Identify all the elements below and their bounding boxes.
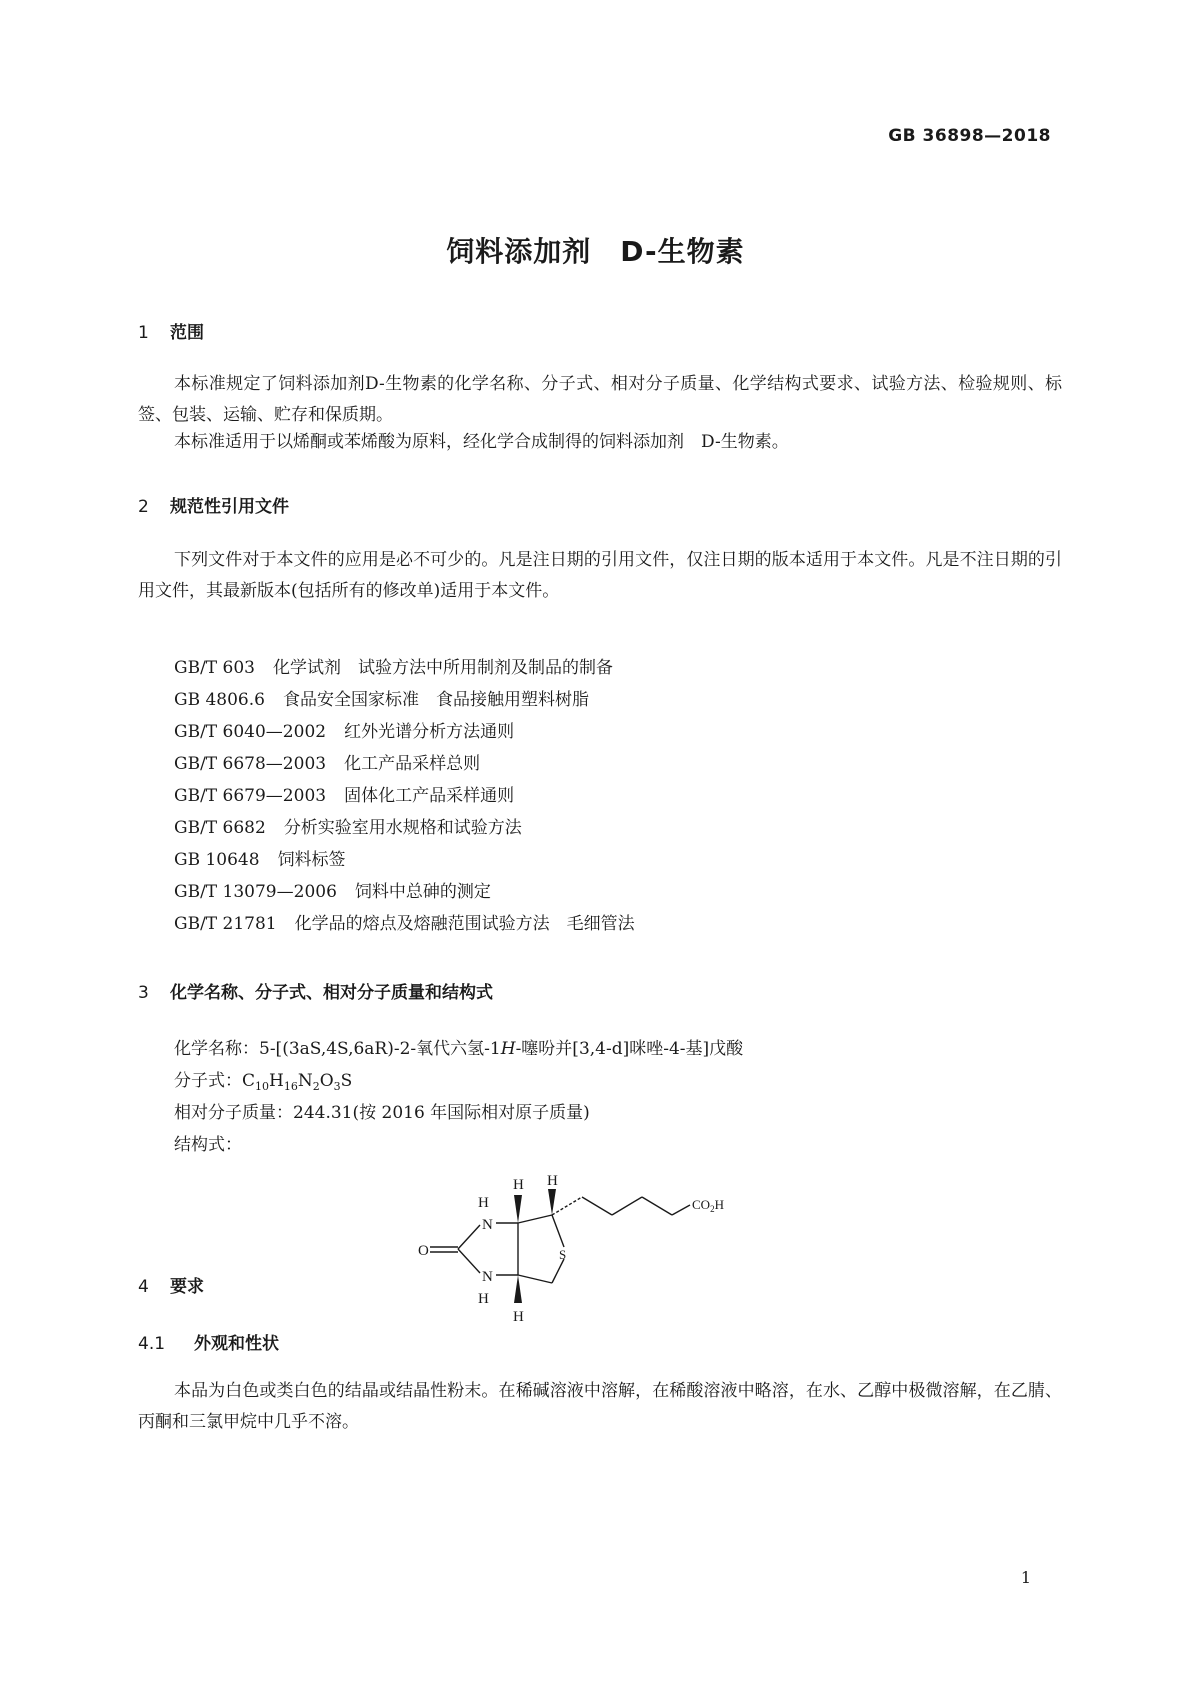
reference-item — [174, 684, 635, 716]
formula-subscript: 3 — [333, 1080, 341, 1093]
document-title: 饲料添加剂 D-生物素 — [446, 235, 745, 268]
reference-title: 化工产品采样总则 — [344, 754, 481, 774]
formula-element: O — [319, 1071, 334, 1091]
reference-code: GB/T 6678—2003 — [174, 754, 327, 774]
atom-h-top-2: H — [547, 1173, 558, 1189]
bond-s-c6 — [552, 1259, 564, 1283]
section-1-heading — [138, 318, 204, 343]
reference-title: 饲料中总砷的测定 — [354, 882, 491, 902]
structure-label: 结构式： — [174, 1135, 242, 1155]
reference-item — [174, 780, 635, 812]
chemical-name-part: 5-[(3aS,4S,6aR)-2-氧代六氢-1 — [259, 1039, 501, 1059]
reference-title: 饲料标签 — [277, 850, 346, 870]
section-number: 2 — [138, 497, 149, 517]
carboxyl-subscript: 2 — [710, 1204, 715, 1214]
formula-element: N — [297, 1071, 313, 1091]
wedge-bond-c3a-h — [514, 1195, 522, 1223]
reference-title: 化学试剂 试验方法中所用制剂及制品的制备 — [273, 658, 613, 678]
subsection-number: 4.1 — [138, 1334, 166, 1354]
atom-h-on-n-top: H — [478, 1195, 489, 1211]
reference-item — [174, 748, 635, 780]
reference-title: 分析实验室用水规格和试验方法 — [283, 818, 522, 838]
subsection-title: 外观和性状 — [194, 1334, 279, 1354]
biotin-structure-diagram — [420, 1175, 800, 1335]
reference-title: 红外光谱分析方法通则 — [344, 722, 515, 742]
bond-chain-5 — [672, 1205, 690, 1215]
section-2-heading — [138, 492, 289, 517]
mass-value: 244.31(按 2016 年国际相对原子质量) — [293, 1103, 590, 1123]
atom-h-bottom: H — [513, 1309, 524, 1325]
reference-item — [174, 716, 635, 748]
carboxyl-main: CO — [692, 1197, 711, 1212]
section-title: 化学名称、分子式、相对分子质量和结构式 — [170, 983, 493, 1003]
section-title: 要求 — [170, 1277, 204, 1297]
carboxyl-group — [692, 1197, 724, 1214]
reference-item — [174, 652, 635, 684]
formula-label: 分子式： — [174, 1071, 242, 1091]
section-4-heading — [138, 1272, 204, 1297]
section-4-1-paragraph: 本品为白色或类白色的结晶或结晶性粉末。在稀碱溶液中溶解，在稀酸溶液中略溶，在水、乙醇中极微溶解，在乙腈、丙酮和三氯甲烷中几乎不溶。 — [138, 1381, 1062, 1432]
section-number: 4 — [138, 1277, 149, 1297]
bond-c2-n3 — [458, 1249, 480, 1273]
reference-title: 固体化工产品采样通则 — [344, 786, 515, 806]
bond-c3a-c4 — [518, 1215, 552, 1223]
reference-item — [174, 908, 635, 940]
bond-c4-s — [552, 1215, 564, 1247]
formula-subscript: 2 — [312, 1080, 320, 1093]
formula-element: H — [269, 1071, 284, 1091]
atom-oxygen: O — [418, 1243, 429, 1259]
mass-label: 相对分子质量： — [174, 1103, 293, 1123]
section-title: 规范性引用文件 — [170, 497, 289, 517]
chemical-name-italic-h: H — [500, 1039, 516, 1059]
section-2-paragraph-1: 下列文件对于本文件的应用是必不可少的。凡是注日期的引用文件，仅注日期的版本适用于本文件。凡是不注日期的引用文件，其最新版本(包括所有的修改单)适用于本文件。 — [138, 550, 1062, 601]
section-number: 1 — [138, 323, 149, 343]
formula-element: S — [340, 1071, 353, 1091]
reference-code: GB/T 6040—2002 — [174, 722, 327, 742]
wedge-bond-c4-h — [548, 1189, 556, 1215]
section-1-paragraph-2: 本标准适用于以烯酮或苯烯酸为原料，经化学合成制得的饲料添加剂 D-生物素。 — [174, 432, 789, 452]
reference-item — [174, 876, 635, 908]
bond-n1-c2 — [458, 1225, 480, 1249]
bond-chain-4 — [642, 1197, 672, 1215]
atom-n-bottom: N — [482, 1269, 493, 1285]
structure-bonds — [430, 1197, 690, 1283]
reference-code: GB/T 603 — [174, 658, 255, 678]
reference-code: GB/T 6682 — [174, 818, 266, 838]
bond-c6-c6a — [518, 1275, 552, 1283]
section-1-paragraph-1: 本标准规定了饲料添加剂D-生物素的化学名称、分子式、相对分子质量、化学结构式要求、试验方法、检验规则、标签、包装、运输、贮存和保质期。 — [138, 374, 1062, 425]
section-3-heading — [138, 978, 493, 1003]
atom-h-top-1: H — [513, 1177, 524, 1193]
reference-code: GB/T 6679—2003 — [174, 786, 327, 806]
reference-title: 化学品的熔点及熔融范围试验方法 毛细管法 — [294, 914, 635, 934]
section-title: 范围 — [170, 323, 204, 343]
formula-subscript: 10 — [255, 1080, 270, 1093]
section-number: 3 — [138, 983, 149, 1003]
reference-code: GB 4806.6 — [174, 690, 265, 710]
formula-element: C — [242, 1071, 256, 1091]
reference-code: GB/T 13079—2006 — [174, 882, 337, 902]
reference-item — [174, 812, 635, 844]
bond-chain-3 — [612, 1197, 642, 1215]
reference-code: GB 10648 — [174, 850, 260, 870]
molecular-formula-line — [174, 1066, 352, 1102]
section-4-1-heading — [138, 1329, 279, 1354]
reference-item — [174, 844, 635, 876]
reference-code: GB/T 21781 — [174, 914, 277, 934]
wedge-bond-c6a-h — [514, 1275, 522, 1303]
chemical-name-part: -噻吩并[3,4-d]咪唑-4-基]戊酸 — [515, 1039, 744, 1059]
formula-subscript: 16 — [283, 1080, 298, 1093]
standard-code: GB 36898—2018 — [888, 126, 1051, 146]
chemical-name-line — [174, 1034, 743, 1065]
atom-n-top: N — [482, 1217, 493, 1233]
reference-title: 食品安全国家标准 食品接触用塑料树脂 — [282, 690, 589, 710]
bond-chain-1 — [552, 1197, 582, 1215]
carboxyl-tail: H — [714, 1197, 724, 1212]
bond-chain-2 — [582, 1197, 612, 1215]
atom-sulfur: S — [559, 1247, 567, 1262]
page-number: 1 — [1020, 1568, 1031, 1587]
atom-h-on-n-bottom: H — [478, 1291, 489, 1307]
normative-reference-list — [174, 652, 635, 940]
chemical-name-label: 化学名称： — [174, 1039, 259, 1059]
relative-molecular-mass-line — [174, 1098, 590, 1129]
